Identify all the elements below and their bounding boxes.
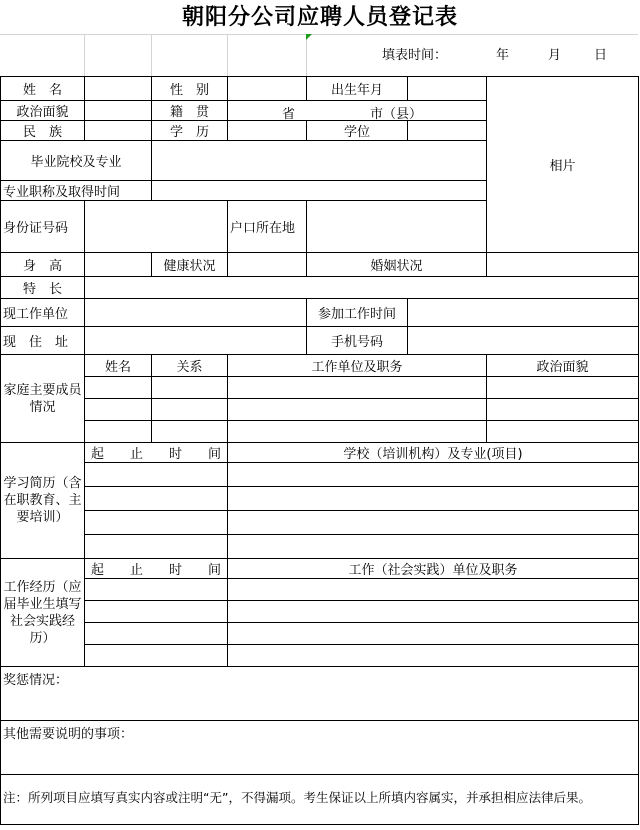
study-row (1, 511, 639, 535)
current-unit-field[interactable] (85, 299, 307, 327)
family-col-unit: 工作单位及职务 (228, 355, 487, 377)
family-col-political: 政治面貌 (487, 355, 639, 377)
work-row (1, 601, 639, 623)
family-col-relation: 关系 (152, 355, 228, 377)
family-political-cell[interactable] (487, 421, 639, 443)
work-period-cell[interactable] (85, 623, 228, 645)
study-row (1, 463, 639, 487)
work-unit-cell[interactable] (228, 579, 639, 601)
rewards-field[interactable]: 奖惩情况： (1, 667, 639, 721)
study-school-cell[interactable] (228, 487, 639, 511)
height-label: 身 高 (1, 253, 85, 277)
family-label: 家庭主要成员情况 (1, 355, 85, 443)
id-number-field[interactable] (85, 201, 228, 253)
family-col-name: 姓名 (85, 355, 152, 377)
work-unit-cell[interactable] (228, 601, 639, 623)
gender-label: 性 别 (152, 77, 228, 101)
family-row (1, 377, 639, 399)
current-unit-label: 现工作单位 (1, 299, 85, 327)
name-field[interactable] (85, 77, 152, 101)
gender-field[interactable] (228, 77, 307, 101)
study-period-cell[interactable] (85, 487, 228, 511)
work-label: 工作经历（应届毕业生填写社会实践经历） (1, 559, 85, 667)
header-divider (306, 35, 307, 77)
mobile-label: 手机号码 (307, 327, 408, 355)
work-row (1, 645, 639, 667)
cell-comment-marker (306, 34, 312, 40)
family-political-cell[interactable] (487, 399, 639, 421)
family-row (1, 399, 639, 421)
work-unit-cell[interactable] (228, 623, 639, 645)
school-field[interactable] (152, 141, 487, 181)
school-label: 毕业院校及专业 (1, 141, 152, 181)
id-number-label: 身份证号码 (1, 201, 85, 253)
family-unit-cell[interactable] (228, 377, 487, 399)
title-time-label: 专业职称及取得时间 (1, 181, 152, 201)
degree-field[interactable] (408, 121, 487, 141)
header-divider (151, 35, 152, 77)
study-period-cell[interactable] (85, 535, 228, 559)
city-label: 市（县） (370, 106, 423, 121)
specialty-label: 特 长 (1, 277, 85, 299)
health-field[interactable] (228, 253, 307, 277)
study-school-cell[interactable] (228, 511, 639, 535)
birth-label: 出生年月 (307, 77, 408, 101)
work-unit-cell[interactable] (228, 645, 639, 667)
ethnic-field[interactable] (85, 121, 152, 141)
study-period-cell[interactable] (85, 511, 228, 535)
study-col-school: 学校（培训机构）及专业(项目) (228, 443, 639, 463)
address-field[interactable] (85, 327, 307, 355)
study-period-cell[interactable] (85, 463, 228, 487)
header-divider (227, 35, 228, 77)
study-school-cell[interactable] (228, 535, 639, 559)
height-field[interactable] (85, 253, 152, 277)
work-row (1, 579, 639, 601)
name-label: 姓 名 (1, 77, 85, 101)
work-start-field[interactable] (408, 299, 639, 327)
header-row (0, 34, 638, 77)
education-label: 学 历 (152, 121, 228, 141)
marital-label: 婚姻状况 (307, 253, 487, 277)
health-label: 健康状况 (152, 253, 228, 277)
work-col-unit: 工作（社会实践）单位及职务 (228, 559, 639, 579)
family-unit-cell[interactable] (228, 399, 487, 421)
education-field[interactable] (228, 121, 307, 141)
study-col-period: 起 止 时 间 (85, 443, 228, 463)
family-relation-cell[interactable] (152, 377, 228, 399)
work-row (1, 623, 639, 645)
ethnic-label: 民 族 (1, 121, 85, 141)
family-row (1, 421, 639, 443)
study-row (1, 535, 639, 559)
family-name-cell[interactable] (85, 421, 152, 443)
footer-note: 注：所列项目应填写真实内容或注明“无”，不得漏项。考生保证以上所填内容属实，并承担相应法律后果。 (1, 775, 639, 825)
native-field[interactable] (228, 101, 487, 121)
degree-label: 学位 (307, 121, 408, 141)
registration-form-table (0, 76, 639, 825)
year-label[interactable]: 年 (496, 48, 510, 63)
birth-field[interactable] (408, 77, 487, 101)
work-period-cell[interactable] (85, 579, 228, 601)
work-start-label: 参加工作时间 (307, 299, 408, 327)
family-political-cell[interactable] (487, 377, 639, 399)
specialty-field[interactable] (85, 277, 639, 299)
study-school-cell[interactable] (228, 463, 639, 487)
mobile-field[interactable] (408, 327, 639, 355)
address-label: 现 住 址 (1, 327, 85, 355)
form-title: 朝阳分公司应聘人员登记表 (181, 4, 458, 30)
political-label: 政治面貌 (1, 101, 85, 121)
family-unit-cell[interactable] (228, 421, 487, 443)
province-label: 省 (282, 106, 296, 121)
family-name-cell[interactable] (85, 377, 152, 399)
family-relation-cell[interactable] (152, 421, 228, 443)
month-label[interactable]: 月 (548, 48, 562, 63)
day-label[interactable]: 日 (594, 48, 608, 63)
work-col-period: 起 止 时 间 (85, 559, 228, 579)
work-period-cell[interactable] (85, 645, 228, 667)
political-field[interactable] (85, 101, 152, 121)
family-name-cell[interactable] (85, 399, 152, 421)
native-label: 籍 贯 (152, 101, 228, 121)
title-time-field[interactable] (152, 181, 487, 201)
other-notes-field[interactable]: 其他需要说明的事项： (1, 721, 639, 775)
photo-box[interactable]: 相片 (487, 77, 639, 253)
fill-time-label: 填表时间： (382, 48, 448, 63)
hukou-field[interactable] (307, 201, 487, 253)
study-row (1, 487, 639, 511)
family-relation-cell[interactable] (152, 399, 228, 421)
study-label: 学习简历（含在职教育、主要培训） (1, 443, 85, 559)
work-period-cell[interactable] (85, 601, 228, 623)
header-divider (84, 35, 85, 77)
marital-field[interactable] (487, 253, 639, 277)
hukou-label: 户口所在地 (228, 201, 307, 253)
